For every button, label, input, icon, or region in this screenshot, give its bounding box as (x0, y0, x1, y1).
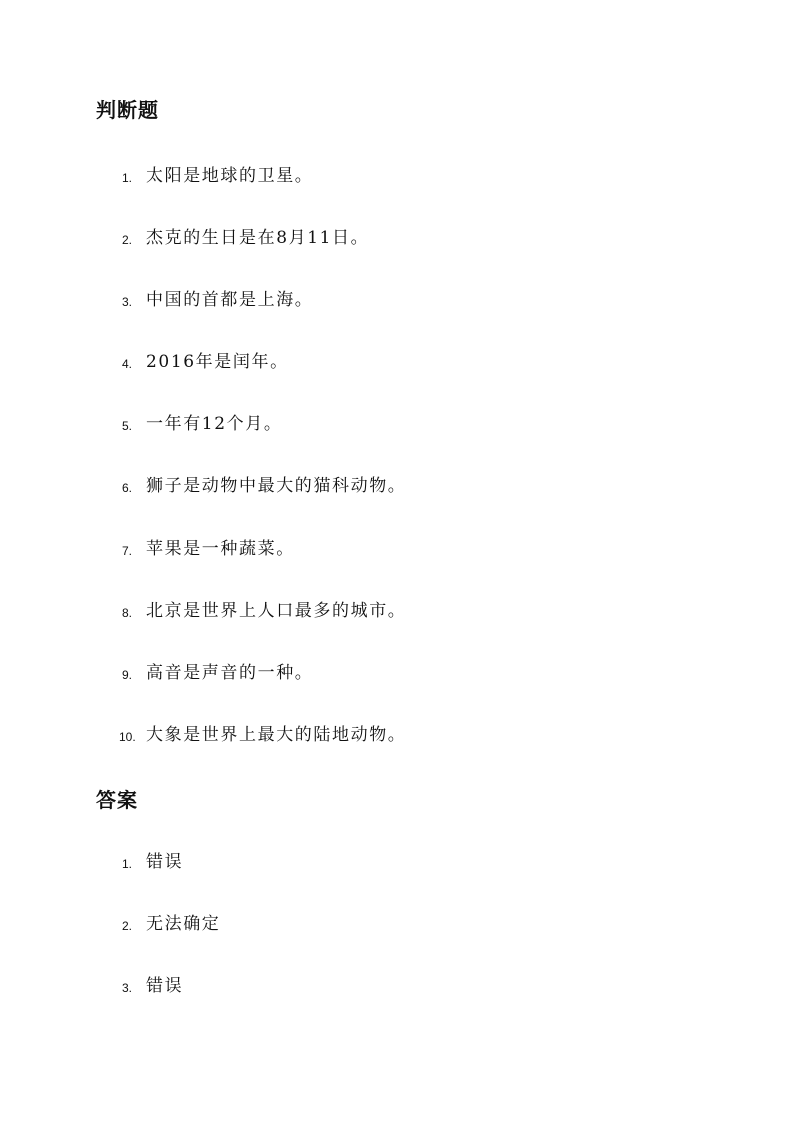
question-number: 5. (122, 419, 133, 433)
answer-number: 2. (122, 919, 133, 933)
question-number: 8. (122, 606, 133, 620)
answer-text: 无法确定 (146, 914, 221, 934)
question-text: 大象是世界上最大的陆地动物。 (146, 725, 407, 745)
question-text: 狮子是动物中最大的猫科动物。 (146, 476, 407, 496)
question-text: 一年有12个月。 (146, 414, 283, 434)
answer-text: 错误 (146, 976, 184, 996)
question-text: 2016年是闰年。 (146, 352, 289, 372)
questions-heading: 判断题 (96, 98, 159, 122)
question-text: 苹果是一种蔬菜。 (146, 539, 295, 559)
question-number: 3. (122, 295, 133, 309)
question-text: 杰克的生日是在8月11日。 (146, 228, 370, 248)
answer-number: 3. (122, 981, 133, 995)
question-text: 中国的首都是上海。 (146, 290, 314, 310)
question-text: 北京是世界上人口最多的城市。 (146, 601, 407, 621)
question-number: 7. (122, 544, 133, 558)
question-number: 1. (122, 171, 133, 185)
question-number: 9. (122, 668, 133, 682)
answer-number: 1. (122, 857, 133, 871)
question-number: 2. (122, 233, 133, 247)
question-number: 6. (122, 481, 133, 495)
answers-heading: 答案 (96, 788, 138, 812)
question-text: 太阳是地球的卫星。 (146, 166, 314, 186)
answer-text: 错误 (146, 852, 184, 872)
question-number: 10. (119, 730, 136, 744)
question-number: 4. (122, 357, 133, 371)
question-text: 高音是声音的一种。 (146, 663, 314, 683)
